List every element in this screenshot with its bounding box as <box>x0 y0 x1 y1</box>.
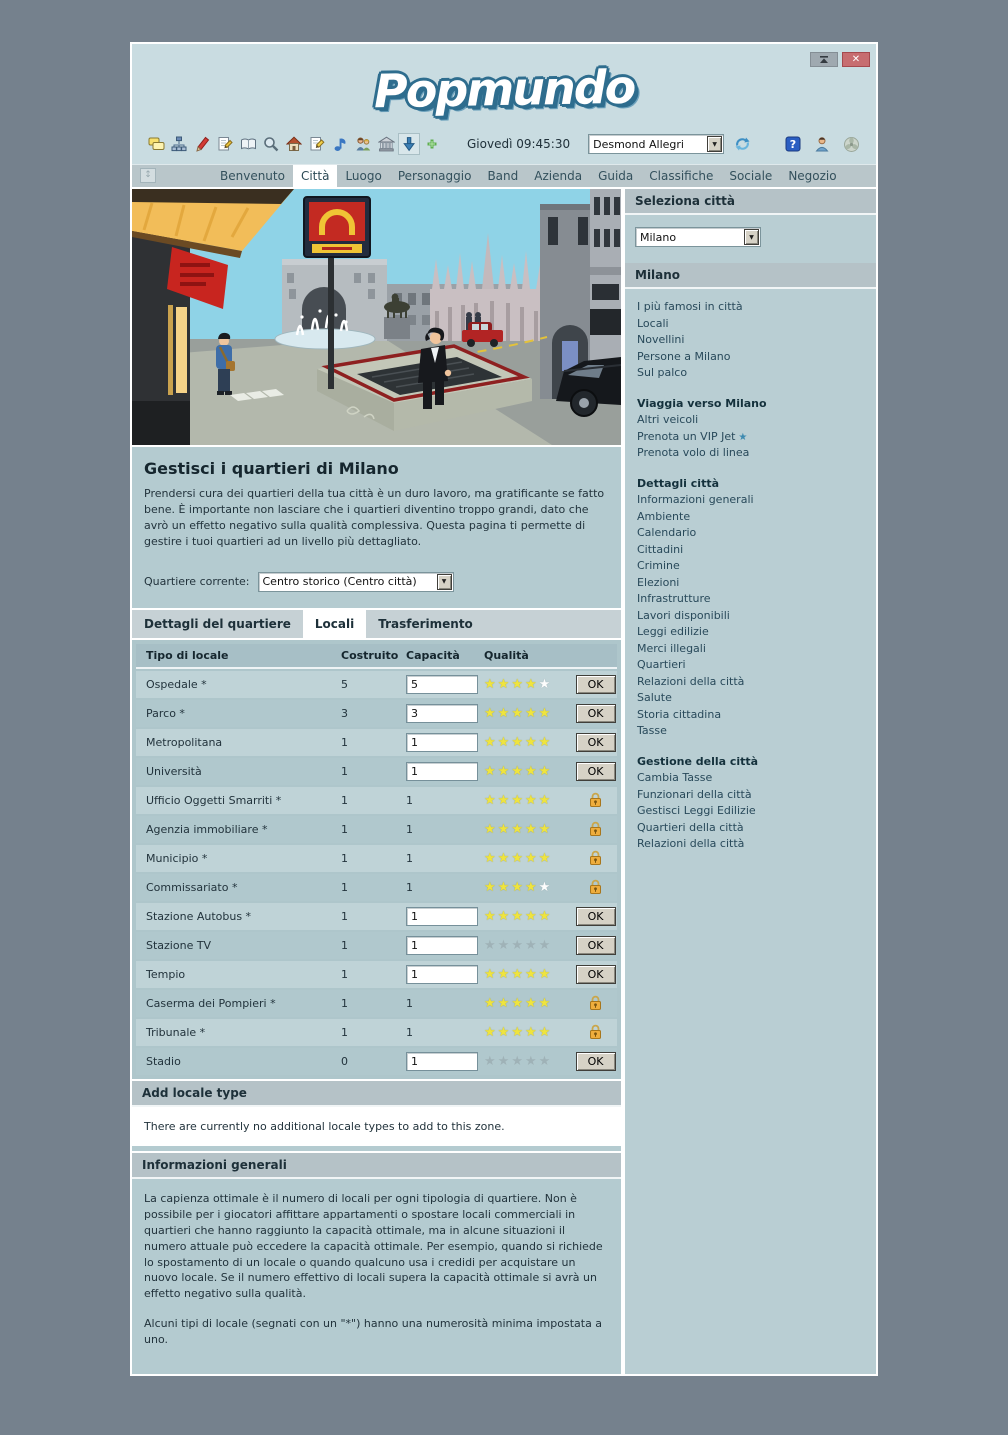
star-icon: ★ <box>524 1053 539 1069</box>
sidebar-link-cambia-tasse[interactable]: Cambia Tasse <box>637 771 713 784</box>
nav-item-negozio[interactable]: Negozio <box>788 169 837 183</box>
sidebar-group <box>637 754 864 853</box>
ok-button-metropolitana[interactable]: OK <box>576 733 616 752</box>
star-icon: ★ <box>538 850 553 866</box>
sidebar-link-tasse[interactable]: Tasse <box>637 724 667 737</box>
star-icon: ★ <box>497 850 512 866</box>
tab-locali[interactable]: Locali <box>303 610 366 638</box>
nav-item-band[interactable]: Band <box>487 169 519 183</box>
music-icon[interactable] <box>330 134 350 154</box>
toolbar <box>132 130 876 164</box>
locale-name: Stadio <box>146 1054 181 1068</box>
sidebar-link-sul-palco[interactable]: Sul palco <box>637 366 688 379</box>
table-header: Tipo di locale Costruito Capacità Qualità <box>136 644 617 669</box>
city-select[interactable]: Milano ▼ <box>635 227 761 247</box>
sidebar-link-novellini[interactable]: Novellini <box>637 333 685 346</box>
ok-button-stazione-autobus[interactable]: OK <box>576 907 616 926</box>
tab-trasferimento[interactable]: Trasferimento <box>378 616 473 631</box>
add-locale-section <box>132 1081 621 1151</box>
locale-name: Agenzia immobiliare * <box>146 822 268 836</box>
quality-stars <box>484 1025 574 1040</box>
star-icon: ★ <box>484 1024 498 1040</box>
sidebar-group-header-dettagli-citta: Dettagli città <box>637 476 720 490</box>
chevron-down-icon: ▼ <box>437 574 452 590</box>
star-icon: ★ <box>538 792 553 808</box>
info-section <box>132 1153 621 1374</box>
star-icon: ★ <box>484 676 498 692</box>
info-header: Informazioni generali <box>132 1153 621 1179</box>
star-icon: ★ <box>511 966 525 982</box>
district-select[interactable]: Centro storico (Centro città) ▼ <box>258 572 454 592</box>
star-icon: ★ <box>497 1053 512 1069</box>
lock-icon <box>589 1024 602 1040</box>
locale-name: Tempio <box>146 967 186 981</box>
locale-name: Tribunale * <box>146 1025 206 1039</box>
sidebar-group <box>637 476 864 740</box>
nav-item-sociale[interactable]: Sociale <box>729 169 773 183</box>
table-row-stazione-autobus <box>136 903 617 930</box>
district-label: Quartiere corrente: <box>144 575 250 589</box>
sidebar-group <box>637 396 864 462</box>
built-count: 1 <box>341 764 348 778</box>
quality-stars <box>484 706 574 721</box>
quality-stars <box>484 793 574 808</box>
star-icon: ★ <box>497 908 512 924</box>
lock-icon <box>589 850 602 866</box>
star-icon: ★ <box>511 850 525 866</box>
locale-name: Ospedale * <box>146 677 207 691</box>
sidebar-link-storia-cittadina[interactable]: Storia cittadina <box>637 707 722 721</box>
locale-name: Commissariato * <box>146 880 238 894</box>
star-icon: ★ <box>538 676 553 692</box>
lock-icon <box>589 792 602 808</box>
star-icon: ★ <box>484 937 498 953</box>
star-icon: ★ <box>538 821 553 837</box>
locale-name: Metropolitana <box>146 735 223 749</box>
built-count: 1 <box>341 880 348 894</box>
vip-star-icon: ★ <box>738 431 748 443</box>
sidebar-link-i-piu-famosi-in-citta[interactable]: I più famosi in città <box>637 300 743 313</box>
sidebar-group-header-viaggia-verso-milano: Viaggia verso Milano <box>637 396 767 410</box>
quality-stars <box>484 764 574 779</box>
sidebar-link-salute[interactable]: Salute <box>637 691 672 704</box>
star-icon: ★ <box>497 734 512 750</box>
table-row-stadio <box>136 1048 617 1075</box>
search-icon[interactable] <box>261 134 281 154</box>
capacity-input-metropolitana[interactable] <box>406 733 478 752</box>
info-paragraph: Alcuni tipi di locale (segnati con un "*") hanno una numerosità minima impostata a uno. <box>144 1317 603 1347</box>
built-count: 1 <box>341 1025 348 1039</box>
quality-stars <box>484 1054 574 1069</box>
lock-icon <box>589 821 602 837</box>
nav-item-luogo[interactable]: Luogo <box>345 169 382 183</box>
sidebar-link-cittadini[interactable]: Cittadini <box>637 542 684 556</box>
star-icon: ★ <box>497 879 512 895</box>
star-icon: ★ <box>497 821 512 837</box>
quality-stars <box>484 822 574 837</box>
star-icon: ★ <box>497 1024 512 1040</box>
table-row-ospedale <box>136 671 617 698</box>
quality-stars <box>484 967 574 982</box>
nav-toggle-button[interactable]: ↕ <box>140 168 156 183</box>
star-icon: ★ <box>511 908 525 924</box>
sidebar-link-prenota-un-vip-jet[interactable]: Prenota un VIP Jet ★ <box>637 429 748 443</box>
star-icon: ★ <box>484 908 498 924</box>
ok-button-stazione-tv[interactable]: OK <box>576 936 616 955</box>
table-row-universita <box>136 758 617 785</box>
svg-text:?: ? <box>789 138 797 151</box>
close-icon: ✕ <box>851 53 861 65</box>
capacity-input-tempio[interactable] <box>406 965 478 984</box>
table-row-tempio <box>136 961 617 988</box>
nav-item-guida[interactable]: Guida <box>598 169 634 183</box>
sidebar-link-merci-illegali[interactable]: Merci illegali <box>637 641 706 655</box>
locale-name: Municipio * <box>146 851 208 865</box>
capacity-value: 1 <box>406 822 413 836</box>
star-icon: ★ <box>524 763 539 779</box>
sidebar-link-elezioni[interactable]: Elezioni <box>637 575 680 589</box>
help-icon[interactable] <box>783 134 803 154</box>
star-icon: ★ <box>484 850 498 866</box>
table-row-caserma-dei-pompieri <box>136 990 617 1017</box>
sidebar-link-persone-a-milano[interactable]: Persone a Milano <box>637 349 731 363</box>
tab-dettagli-del-quartiere[interactable]: Dettagli del quartiere <box>144 616 291 631</box>
star-icon: ★ <box>511 676 525 692</box>
book-icon[interactable] <box>238 134 258 154</box>
header <box>132 44 876 164</box>
locale-table <box>132 640 621 1079</box>
capacity-value: 1 <box>406 1025 413 1039</box>
locale-name: Parco * <box>146 706 185 720</box>
star-icon: ★ <box>511 995 525 1011</box>
page-title: Gestisci i quartieri di Milano <box>144 459 399 478</box>
table-row-tribunale <box>136 1019 617 1046</box>
intro-section <box>132 447 621 608</box>
sidebar-link-infrastrutture[interactable]: Infrastrutture <box>637 592 711 605</box>
star-icon: ★ <box>497 763 512 779</box>
locale-name: Stazione TV <box>146 938 212 952</box>
star-icon: ★ <box>524 676 539 692</box>
built-count: 5 <box>341 677 348 691</box>
sidebar <box>625 189 876 1374</box>
capacity-value: 1 <box>406 793 413 807</box>
sidebar-group-header-gestione-della-citta: Gestione della città <box>637 754 759 768</box>
table-row-ufficio-oggetti-smarriti <box>136 787 617 814</box>
collapse-icon <box>819 55 829 64</box>
sidebar-link-quartieri[interactable]: Quartieri <box>637 658 686 671</box>
star-icon: ★ <box>538 1024 553 1040</box>
locale-name: Università <box>146 764 202 778</box>
star-icon: ★ <box>484 792 498 808</box>
district-tabs <box>132 610 621 638</box>
sidebar-link-leggi-edilizie[interactable]: Leggi edilizie <box>637 625 709 638</box>
table-row-parco <box>136 700 617 727</box>
character-select[interactable]: Desmond Allegri ▼ <box>588 134 724 154</box>
star-icon: ★ <box>511 763 525 779</box>
plus-icon[interactable] <box>422 134 442 154</box>
sidebar-link-altri-veicoli[interactable]: Altri veicoli <box>637 413 699 426</box>
star-icon: ★ <box>511 1053 525 1069</box>
capacity-value: 1 <box>406 851 413 865</box>
star-icon: ★ <box>524 705 539 721</box>
lock-icon <box>589 995 602 1011</box>
star-icon: ★ <box>497 792 512 808</box>
capacity-input-universita[interactable] <box>406 762 478 781</box>
star-icon: ★ <box>524 995 539 1011</box>
pen-icon[interactable] <box>192 134 212 154</box>
star-icon: ★ <box>538 937 553 953</box>
people-icon[interactable] <box>353 134 373 154</box>
sidebar-link-calendario[interactable]: Calendario <box>637 526 697 539</box>
table-row-agenzia-immobiliare <box>136 816 617 843</box>
star-icon: ★ <box>524 792 539 808</box>
capacity-input-ospedale[interactable] <box>406 675 478 694</box>
capacity-input-stadio[interactable] <box>406 1052 478 1071</box>
nav-item-azienda[interactable]: Azienda <box>534 169 583 183</box>
nav-item-classifiche[interactable]: Classifiche <box>649 169 714 183</box>
quality-stars <box>484 938 574 953</box>
quality-stars <box>484 880 574 895</box>
star-icon: ★ <box>484 821 498 837</box>
locale-name: Stazione Autobus * <box>146 909 252 923</box>
sidebar-link-relazioni-della-citta[interactable]: Relazioni della città <box>637 674 745 688</box>
star-icon: ★ <box>497 937 512 953</box>
nav-item-personaggio[interactable]: Personaggio <box>397 169 472 183</box>
edit-doc-icon[interactable] <box>307 134 327 154</box>
star-icon: ★ <box>511 792 525 808</box>
locale-name: Caserma dei Pompieri * <box>146 996 276 1010</box>
star-icon: ★ <box>484 763 498 779</box>
ok-button-ospedale[interactable]: OK <box>576 675 616 694</box>
city-name-header: Milano <box>625 263 876 289</box>
chevron-down-icon: ▼ <box>707 136 722 152</box>
sidebar-link-prenota-volo-di-linea[interactable]: Prenota volo di linea <box>637 446 750 459</box>
star-icon: ★ <box>511 734 525 750</box>
built-count: 0 <box>341 1054 348 1068</box>
star-icon: ★ <box>538 966 553 982</box>
quality-stars <box>484 909 574 924</box>
quality-stars <box>484 851 574 866</box>
star-icon: ★ <box>524 879 539 895</box>
sidebar-link-lavori-disponibili[interactable]: Lavori disponibili <box>637 608 730 622</box>
table-row-stazione-tv <box>136 932 617 959</box>
star-icon: ★ <box>484 879 498 895</box>
built-count: 3 <box>341 706 348 720</box>
app-window <box>130 42 878 1376</box>
star-icon: ★ <box>538 879 553 895</box>
lock-icon <box>589 879 602 895</box>
refresh-icon[interactable] <box>732 134 752 154</box>
select-city-header: Seleziona città <box>625 189 876 215</box>
ok-button-parco[interactable]: OK <box>576 704 616 723</box>
star-icon: ★ <box>484 705 498 721</box>
star-icon: ★ <box>511 1024 525 1040</box>
home-icon[interactable] <box>284 134 304 154</box>
star-icon: ★ <box>484 1053 498 1069</box>
quality-stars <box>484 996 574 1011</box>
character-icon[interactable] <box>812 134 832 154</box>
add-locale-header: Add locale type <box>132 1081 621 1107</box>
star-icon: ★ <box>524 966 539 982</box>
sidebar-link-relazioni-della-citta[interactable]: Relazioni della città <box>637 837 745 850</box>
popmundo-logo: Popmundo <box>373 59 635 119</box>
star-icon: ★ <box>538 705 553 721</box>
star-icon: ★ <box>497 995 512 1011</box>
star-icon: ★ <box>538 1053 553 1069</box>
built-count: 1 <box>341 938 348 952</box>
quality-stars <box>484 735 574 750</box>
star-icon: ★ <box>497 705 512 721</box>
star-icon: ★ <box>511 879 525 895</box>
star-icon: ★ <box>511 705 525 721</box>
star-icon: ★ <box>524 734 539 750</box>
messages-icon[interactable] <box>146 134 166 154</box>
built-count: 1 <box>341 822 348 836</box>
capacity-input-stazione-tv[interactable] <box>406 936 478 955</box>
star-icon: ★ <box>524 821 539 837</box>
chevron-down-icon: ▼ <box>744 229 759 245</box>
main-nav <box>132 164 876 187</box>
star-icon: ★ <box>538 763 553 779</box>
ok-button-stadio[interactable]: OK <box>576 1052 616 1071</box>
sidebar-link-quartieri-della-citta[interactable]: Quartieri della città <box>637 820 744 834</box>
sidebar-link-crimine[interactable]: Crimine <box>637 559 680 572</box>
add-locale-message: There are currently no additional locale types to add to this zone. <box>132 1107 621 1146</box>
ok-button-universita[interactable]: OK <box>576 762 616 781</box>
built-count: 1 <box>341 909 348 923</box>
star-icon: ★ <box>524 908 539 924</box>
star-icon: ★ <box>538 734 553 750</box>
datetime-label: Giovedì 09:45:30 <box>467 137 571 151</box>
star-icon: ★ <box>538 995 553 1011</box>
capacity-input-stazione-autobus[interactable] <box>406 907 478 926</box>
collapse-button[interactable] <box>810 52 838 67</box>
star-icon: ★ <box>511 937 525 953</box>
info-paragraph: La capienza ottimale è il numero di locali per ogni tipologia di quartiere. Non è possibile per i giocatori affittare appartamenti o spostare locali commerciali in quartieri che hanno raggiunto la capacità ottimale, ma in alcune situazioni il numero attuale può eccedere la capacità ottimale. Per esempio, quando si richiede lo spostamento di un locale o quando qualcuno usa i credidi per acquistare un nuovo locale. Se il numero effettivo di locali supera la capacità ottimale si avrà un effetto negativo sulla qualità. <box>144 1191 603 1301</box>
star-icon: ★ <box>497 676 512 692</box>
built-count: 1 <box>341 996 348 1010</box>
capacity-value: 1 <box>406 996 413 1010</box>
star-icon: ★ <box>484 966 498 982</box>
intro-text: Prendersi cura dei quartieri della tua città è un duro lavoro, ma gratificante se fatto bene. È importante non lasciare che i quartieri diventino troppo grandi, dato che avrò un effetto negativo sulla qualità complessiva. Questa pagina ti permette di gestire i tuoi quartieri ad un livello più dettagliato. <box>144 487 605 548</box>
sidebar-link-gestisci-leggi-edilizie[interactable]: Gestisci Leggi Edilizie <box>637 804 756 817</box>
city-illustration <box>132 189 621 445</box>
built-count: 1 <box>341 851 348 865</box>
compose-icon[interactable] <box>215 134 235 154</box>
sidebar-link-ambiente[interactable]: Ambiente <box>637 509 691 523</box>
nav-item-benvenuto[interactable]: Benvenuto <box>220 169 285 183</box>
star-icon: ★ <box>524 850 539 866</box>
ok-button-tempio[interactable]: OK <box>576 965 616 984</box>
sidebar-link-locali[interactable]: Locali <box>637 316 669 330</box>
sidebar-link-informazioni-generali[interactable]: Informazioni generali <box>637 493 754 506</box>
star-icon: ★ <box>538 908 553 924</box>
star-icon: ★ <box>524 937 539 953</box>
star-icon: ★ <box>484 734 498 750</box>
bank-icon[interactable] <box>376 134 396 154</box>
sidebar-group <box>637 299 864 382</box>
star-icon: ★ <box>511 821 525 837</box>
table-row-commissariato <box>136 874 617 901</box>
download-arrow-icon[interactable] <box>399 134 419 154</box>
nav-item-citta[interactable]: Città <box>293 165 337 187</box>
capacity-value: 1 <box>406 880 413 894</box>
table-row-municipio <box>136 845 617 872</box>
quality-stars <box>484 677 574 692</box>
built-count: 1 <box>341 967 348 981</box>
fan-icon[interactable] <box>841 134 861 154</box>
sidebar-link-funzionari-della-citta[interactable]: Funzionari della città <box>637 787 752 801</box>
close-button[interactable] <box>842 52 870 67</box>
built-count: 1 <box>341 735 348 749</box>
star-icon: ★ <box>497 966 512 982</box>
table-row-metropolitana <box>136 729 617 756</box>
star-icon: ★ <box>524 1024 539 1040</box>
locale-name: Ufficio Oggetti Smarriti * <box>146 793 282 807</box>
org-chart-icon[interactable] <box>169 134 189 154</box>
capacity-input-parco[interactable] <box>406 704 478 723</box>
built-count: 1 <box>341 793 348 807</box>
star-icon: ★ <box>484 995 498 1011</box>
